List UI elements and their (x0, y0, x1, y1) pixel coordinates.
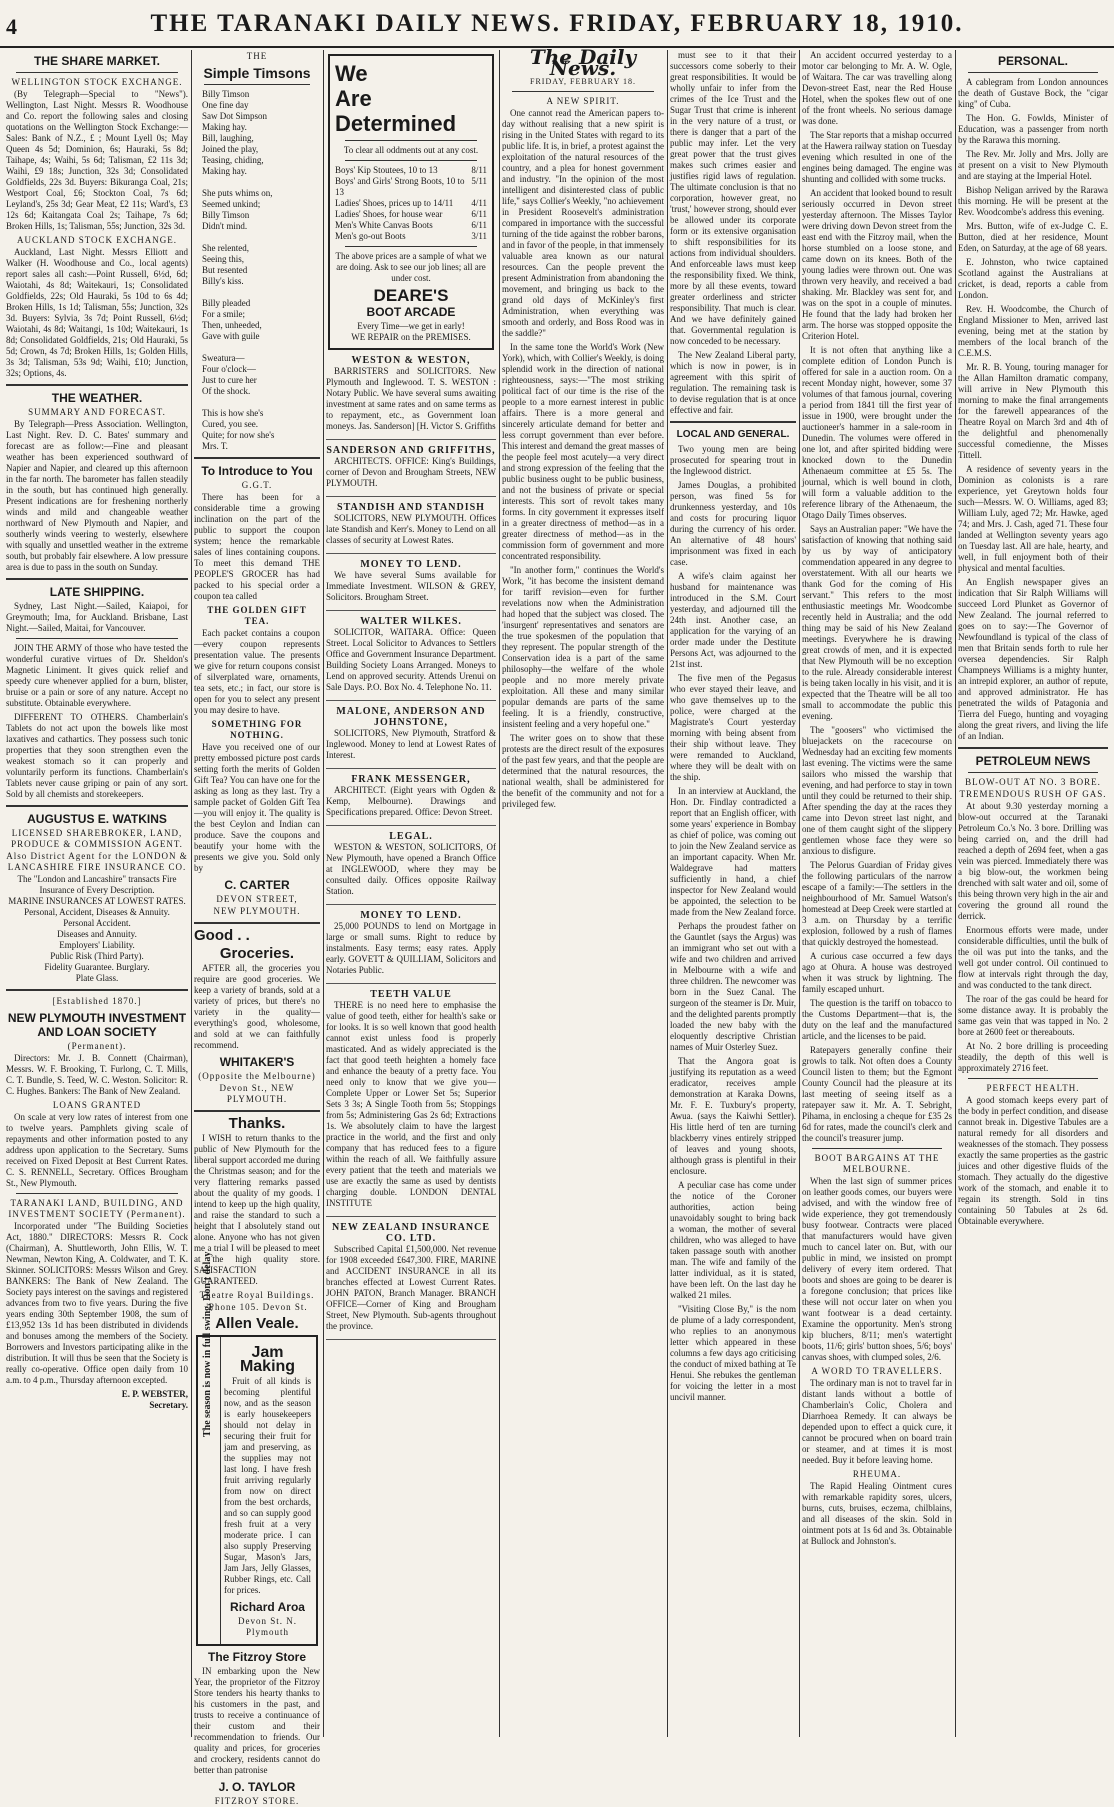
price-row (335, 231, 487, 242)
shipping-heading: LATE SHIPPING. (49, 585, 145, 599)
bargains-text: When the last sign of summer prices on leather goods comes, our buyers were advised, and with the window free of wide experience, they got tremendously busy footwear. Contracts were placed that manufacturers would have given much to cancel later on. But, with our public in mind, we insisted on prompt delivery of every item ordered. That boots and shoes are going to be dearer is a foregone conclusion; that prices like these will not occur later on when you want footwear is a dead certainty. Examine the opportunity. Men's strong kip bluchers, 8/11; men's watertight boots, 11/6; girls' button shoes, 5/6; boys' canvas shoes, with clumped soles, 2/6. (802, 1176, 952, 1362)
page-number: 4 (6, 14, 17, 39)
card-text: We have several Sums available for Immediate Investment. WILSON & GREY, Solicitors. Brougham Street. (326, 570, 496, 602)
card-name: MONEY TO LEND. (360, 910, 462, 921)
local-item: Perhaps the proudest father on the Gauntlet (says the Argus) was an immigrant who set out with a wife and two children and arrived in Melbourne with a wife and three children. The newcomer was born in the Suez Canal. The surgeon of the steamer is Dr. Muir, and the delighted parents promptly loaded the new baby with the eloquently descriptive Christian names of Muir Osterley Suez. (670, 921, 796, 1052)
thanks-heading: Thanks. (228, 1115, 286, 1132)
poem-line: Didn't mind. (202, 221, 248, 231)
poem-line: This is how she's (202, 408, 264, 418)
veale-signature: Allen Veale. (215, 1315, 299, 1332)
whitaker-note: (Opposite the Melbourne) (198, 1071, 316, 1081)
petroleum-heading: PETROLEUM NEWS (975, 754, 1091, 768)
deare-slogan: Every Time—we get in early! (357, 321, 465, 331)
price-value: 4/11 (471, 198, 487, 208)
personal-heading: PERSONAL. (997, 54, 1068, 68)
professional-card (326, 445, 496, 497)
watkins-agency: Also District Agent for the LONDON & LANCASHIRE FIRE INSURANCE CO. (6, 851, 188, 872)
paper-nameplate: The Daily News. (529, 45, 637, 80)
health-text: A good stomach keeps every part of the body in perfect condition, and disease cannot break in. Digestive Tabules are a natural remedy for all disorders and weaknesses of the stomach. They possess exactly the same properties as the gastric juices and other digestive fluids of the stomach. They actually do the digestive work of the stomach, and enable it to regain its strength. Sold in tins containing 50 Tabules at 2s 6d. Obtainable everywhere. (958, 1095, 1108, 1226)
thanks-phone: 'Phone 105. Devon St. (206, 1302, 308, 1312)
petroleum-paragraph: At No. 2 bore drilling is proceeding steadily, the depth of this well is approximately 2716 feet. (958, 1041, 1108, 1073)
professional-card (326, 774, 496, 826)
local-item: The five men of the Pegasus who ever stayed their leave, and who gave themselves up to the police, were charged at the Magistrate's Court yesterday morning with being absent from their ship without leave. They were remanded to Auckland, where they will be dealt with on the ship. (670, 673, 796, 782)
list-item: Fidelity Guarantee. Burglary. (44, 962, 150, 972)
price-value: 8/11 (471, 165, 487, 175)
professional-card (326, 502, 496, 554)
loans-heading: LOANS GRANTED (52, 1100, 142, 1110)
card-name: WESTON & WESTON, (351, 355, 471, 366)
intro-heading: To Introduce to You (201, 464, 313, 478)
box-intro: To clear all oddments out at any cost. (343, 145, 479, 155)
jam-side-text: The season is now in full swing. Don't delay (202, 1251, 213, 1437)
card-name: MONEY TO LEND. (360, 559, 462, 570)
local-item: The question is the tariff on tobacco to the Customs Department—that is, the duty on the leaf and the manufactured article, and the licenses to be paid. (802, 998, 952, 1041)
card-name: NEW ZEALAND INSURANCE CO. LTD. (331, 1222, 491, 1244)
poem-line: Gave with guile (202, 331, 260, 341)
column-4 (502, 45, 664, 1737)
personal-item: E. Johnston, who twice captained Scotland against the Australians at cricket, is dead, reports a cable from London. (958, 257, 1108, 300)
auckland-report: Auckland, Last Night. Messrs Elliott and Walker (H. Woodhouse and Co., local agents) report sales all cash:—Point Russell, 6½d, 6d; Waiotahi, 4s 8d; Waitekauri, 1s; Consolidated Goldfields, 22s; Old Hauraki, 5s 10d to 6s 4d; Broken Hills, 1s 1d; Talisman, 55s; Junction, 32s 3d. Buyers: Sylvia, 3s 7d; Point Russell, 6½d; Waiotahi, 4s 8d; Waitangi, 1s 10d; Waitekauri, 1s 8d; Consolidated Goldfields, 21s; Old Hauraki, 5s 5d; Crown, 4s 7d; Broken Hills, 1s; Golden Hills, 3s 3d; Talisman, 53s 9d; Waihi, £10; Junction, 32s; Options, 4s. (6, 247, 188, 378)
price-item: Men's White Canvas Boots (335, 220, 433, 230)
petroleum-paragraph: Enormous efforts were made, under considerable difficulties, until the bulk of the oil was put into the tanks, and the well got under control. Oil continued to flow at intervals right through the day, and was conducted to the tank direct. (958, 925, 1108, 990)
card-name: MALONE, ANDERSON AND JOHNSTONE, (336, 706, 486, 728)
poem-line: Four o'clock— (202, 364, 256, 374)
poem-title: Simple Timsons (203, 65, 311, 81)
wellington-report: (By Telegraph—Special to "News"). Wellington, Last Night. Messrs R. Woodhouse and Co. report the following sales and closing quotations on the Wellington Stock Exchange:—Sales: Bank of N.Z., £ ; Mount Lyell 0s; May Queen 4s 5d; Dominion, 6s; Hauraki, 5s 8d; Taihape, 4s; Waihi, 5s 6d; Talisman, £2 11s 3d; Waihi, £9 18s; Junction, 32s 3d; Consolidated Goldfields, 22s 3d. Buyers: Bikuranga Coal, 21s; Westport Coal, £6; Stockton Coal, 7s 6d; Leyland's, 25s 3d; Gear Meat, £2 11s; Ward's, £3 12s 6d; Kaitangata Coal 2s; Taihape, 7s 6d; Broken Hills, 1s; Talisman, 55s; Junction, 32s 3d. (6, 89, 188, 231)
professional-card (326, 831, 496, 905)
price-value: 5/11 (471, 176, 487, 186)
thanks-footer: Theatre Royal Buildings. (199, 1290, 315, 1300)
intro-text: There has been for a considerable time a growing inclination on the part of the public to support the coupon system; hence the remarkable sales of lines containing coupons. To meet this demand THE PEOPLE'S GROCER has had packed to his special order a coupon tea called (194, 492, 320, 601)
poem-line: Just to cure her (202, 375, 257, 385)
shipping-report: Sydney, Last Night.—Sailed, Kaiapoi, for Greymouth; Ima, for Auckland. Brisbane, Last Night.—Sailed, Maitai, for Vancouver. (6, 601, 188, 633)
card-text: SOLICITORS, NEW PLYMOUTH. Offices late Standish and Kerr's. Money to Lend on all classes of security at Lowest Rates. (326, 513, 496, 545)
gas-heading: TREMENDOUS RUSH OF GAS. (959, 789, 1107, 799)
masthead (0, 0, 1114, 48)
watkins-name: AUGUSTUS E. WATKINS (27, 812, 167, 826)
list-item: Diseases and Annuity. (57, 929, 137, 939)
price-value: 6/11 (471, 209, 487, 219)
poem-body (194, 89, 320, 452)
list-item: Personal Accident. (63, 918, 131, 928)
professional-card (326, 989, 496, 1217)
whitaker-name: WHITAKER'S (219, 1055, 295, 1069)
aroa-name: Richard Aroa (230, 1600, 305, 1614)
price-item: Boys' Kip Stoutees, 10 to 13 (335, 165, 438, 175)
personal-item: Mrs. Button, wife of ex-Judge C. E. Button, died at her residence, Mount Eden, on Saturday, at the age of 68 years. (958, 221, 1108, 253)
poem-line (194, 177, 320, 188)
poem-line: Teasing, chiding, (202, 155, 264, 165)
price-item: Men's go-out Boots (335, 231, 406, 241)
jam-side-banner (198, 1251, 221, 1644)
jam-text: Fruit of all kinds is becoming plentiful now, and as the season is early housekeepers should not delay in securing their fruit for jam and preserving, as the supplies may not last long. I have fresh fruit arriving regularly from now on direct from the best orchards, and so can supply good fresh fruit at a very moderate price. I can also supply Preserving Sugar, Mason's Jars, Jam Jars, Jelly Glasses, Rubber Rings, etc. Call for prices. (224, 1376, 311, 1595)
watkins-title: LICENSED SHAREBROKER, LAND, PRODUCE & COMMISSION AGENT. (11, 828, 183, 849)
local-item: Ratepayers generally confine their growls to talk. Not often does a County Council listen to them; but the Egmont County Council had the pleasure at its last meeting of seeing itself as a ratepayer saw it. Mr. A. T. Sebright, Pihama, in enclosing a cheque for £35 2s 6d for rates, made the council's clerk and the council's treasurer jump. (802, 1045, 952, 1143)
poem-line (194, 287, 320, 298)
taranaki-society-text: Incorporated under "The Building Societies Act, 1880." DIRECTORS: Messrs R. Cock (Chairman), A. Shuttleworth, John Ellis, W. T. Newman, Newton King, A. Coldwater, and T. K. Skinner. SOLICITORS: Messrs Wilson and Grey. BANKERS: The Bank of New Zealand. The Society pays interest on the savings and registered advances from two to five years. During the five years ending 30th September 1908, the sum of £13,952 13s 1d has been distributed in dividends and bonuses among the members of the Society. Borrowers and Investors participating alike in the distribution. It will thus be seen that the Society is really co-operative. Office open daily from 10 a.m. to 4 p.m., Thursday afternoon excepted. (6, 1221, 188, 1385)
professional-card (326, 706, 496, 769)
personal-item: A residence of seventy years in the Dominion as colonists is a rare experience, yet Greytown holds four such—Messrs. W. O. Williams, aged 83; William Luly, aged 72; Mr. Hawke, aged 74; and Mrs. J. Cash, aged 71. These four landed at Wellington seventy years ago on Tuesday last. All are hale, hearty, and well, in full enjoyment both of their physical and mental faculties. (958, 464, 1108, 573)
professional-card (326, 559, 496, 611)
professional-card (326, 910, 496, 984)
tablets-advert: DIFFERENT TO OTHERS. Chamberlain's Tablets do not act upon the bowels like most laxatives and cathartics. They possess such tonic properties that they soon strengthen even the weakest stomach so it can properly and voluntarily perform its functions. Chamberlain's Tablets never cause griping or pain of any sort. Sold by all chemists and storekeepers. (6, 712, 188, 799)
poem-line: Mrs. T. (202, 441, 228, 451)
poem-line: Seemed unkind; (202, 199, 261, 209)
card-name: SANDERSON AND GRIFFITHS, (326, 445, 496, 456)
local-item: A curious case occurred a few days ago at Ohura. A house was destroyed when it was struck by lightning. The family escaped unhurt. (802, 951, 952, 994)
local-item: The Pelorus Guardian of Friday gives the following particulars of the narrow escape of a family:—The settlers in the neighbourhood of Mr. Samuel Watson's homestead at Deep Creek were startled at 3 a.m. on Thursday by a terrific explosion, followed by a rush of flames that quickly destroyed the homestead. (802, 860, 952, 947)
local-item: An accident occurred yesterday to a motor car belonging to Mr. A. W. Ogle, of Waitara. The car was travelling along Devon-street East, near the Red House Hotel, when the spokes flew out of one of the front wheels. No serious damage was done. (802, 50, 952, 126)
personal-item: A cablegram from London announces the death of Gustave Bock, the "cigar king" of Cuba. (958, 77, 1108, 109)
card-name: LEGAL. (389, 831, 433, 842)
card-text: SOLICITORS, New Plymouth, Stratford & Inglewood. Money to lend at Lowest Rates of Interest. (326, 728, 496, 760)
card-text: Subscribed Capital £1,500,000. Net revenue for 1908 exceeded £647,300. FIRE, MARINE and ACCIDENT INSURANCE in all its branches effected at Lowest Current Rates. JOHN PATON, Branch Manager. BRANCH OFFICE—Corner of King and Brougham Street, New Plymouth. Sub-agents throughout the province. (326, 1244, 496, 1331)
weather-subheading: SUMMARY AND FORECAST. (28, 407, 166, 417)
price-row (335, 209, 487, 220)
poem-line: But resented (202, 265, 248, 275)
poem-line: Bill, laughing, (202, 133, 254, 143)
card-name: TEETH VALUE (370, 989, 452, 1000)
poem-line: Cured, you see. (202, 419, 258, 429)
fitzroy-text: IN embarking upon the New Year, the proprietor of the Fitzroy Store tenders his hearty thanks to his customers in the past, and trusts to receive a continuance of their custom and their recommendation to friends. Our quality and prices, for groceries and crockery, residents cannot do better than patronise (194, 1666, 320, 1775)
box-note: The above prices are a sample of what we are doing. Ask to see our job lines; all are under cost. (335, 251, 487, 283)
poem-line: For a smile; (202, 309, 245, 319)
local-item: The "goosers" who victimised the bluejackets on the racecourse on Wednesday had an exciting few moments last evening. The victims were the same sailors who missed the warship that evening, and had perforce to stay in town until they could be returned to their ship. After spending the day at the races they came into Devon street last night, and one of them caught sight of the slippery gentlemen whose face they were so anxious to disfigure. (802, 725, 952, 856)
local-item: In an interview at Auckland, the Hon. Dr. Findlay contradicted a report that an English officer, with some years' experience in Bombay as chief of police, was coming out to join the New Zealand service as an important capacity. When Mr. Waldegrave had matters sufficiently in hand, a chief inspector for New Zealand would be appointed, the selection to be made from the New Zealand force. (670, 786, 796, 917)
card-name: WALTER WILKES. (360, 616, 462, 627)
list-item: Public Risk (Third Party). (50, 951, 144, 961)
deare-arcade: BOOT ARCADE (366, 305, 456, 319)
deare-repair: WE REPAIR on the PREMISES. (351, 332, 471, 342)
local-item: James Douglas, a prohibited person, was fined 5s for drunkenness yesterday, and 10s and costs for procuring liquor during the currency of his order. An alternative of 48 hours' imprisonment was fixed in each case. (670, 480, 796, 567)
poem-line: One fine day (202, 100, 249, 110)
list-item: Employers' Liability. (59, 940, 135, 950)
column-7 (958, 50, 1108, 1737)
travellers-heading: A WORD TO TRAVELLERS. (811, 1366, 943, 1376)
carter-address: DEVON STREET, (216, 894, 298, 904)
card-text: SOLICITOR, WAITARA. Office: Queen Street. Local Solicitor to Advances to Settlers Office and Government Insurance Department. Building Society Loans Arranged. Moneys to Lend on approved security. Attends Urenui on Sale Days. P.O. Box No. 4. Telephone No. 11. (326, 627, 496, 692)
price-row (335, 165, 487, 176)
blowout-heading: BLOW-OUT AT NO. 3 BORE. (965, 777, 1101, 787)
column-1 (6, 50, 188, 1737)
wellington-exchange-heading: WELLINGTON STOCK EXCHANGE. (11, 77, 183, 87)
petroleum-paragraph: The roar of the gas could be heard for some distance away. It is probably the same gas vein that was tapped in No. 2 bore at 2600 feet or thereabouts. (958, 994, 1108, 1037)
column-rule (323, 50, 324, 1737)
weather-heading: THE WEATHER. (51, 391, 143, 405)
personal-item: Bishop Neligan arrived by the Rarawa this morning. He will be present at the Rev. Woodcombe's address this evening. (958, 185, 1108, 217)
editorial-paragraph: The writer goes on to show that these protests are the direct result of the exposures of the past few years, and that the people are determined that the natural resources, the national wealth, shall be administered for the benefit of the community and not for a privileged few. (502, 733, 664, 809)
taylor-name: J. O. TAYLOR (218, 1780, 296, 1794)
intro-subheading: G.G.T. (241, 480, 273, 490)
poem-kicker: THE (246, 51, 268, 61)
poem-line: Joined the play, (202, 144, 259, 154)
list-item: Plate Glass. (75, 973, 119, 983)
deare-name: DEARE'S (373, 286, 449, 305)
investment-society-text: Directors: Mr. J. B. Connett (Chairman), Messrs. W. F. Brooking, T. Furlong, C. T. Mills, C. T. Bundle, S. Teed, W. C. Weston. Solicitor: R. C. Hughes. Bankers: The Bank of New Zealand. (6, 1053, 188, 1096)
card-text: ARCHITECT. (Eight years with Ogden & Kemp, Melbourne). Drawings and Specifications prepared. Office: Devon Street. (326, 785, 496, 817)
price-value: 3/11 (471, 231, 487, 241)
poem-line (194, 397, 320, 408)
share-market-heading: THE SHARE MARKET. (33, 54, 160, 68)
list-item: MARINE INSURANCES AT LOWEST RATES. (8, 896, 186, 906)
thanks-text: I WISH to return thanks to the public of New Plymouth for the liberal support accorded me during the Christmas season; and for the very flattering remarks passed about the quality of my goods. I intend to keep up the high quality, and raise the standard to such a height that I absolutely stand out alone. Anyone who has not given me a trial I will be pleased to meet at the high quality store. SATISFACTION GUARANTEED. (194, 1133, 320, 1286)
price-row (335, 220, 487, 231)
column-rule (667, 50, 668, 1737)
column-5 (670, 50, 796, 1737)
poem-line: Billy Timson (202, 89, 250, 99)
card-name: STANDISH AND STANDISH (337, 502, 485, 513)
gift-tea-text: Each packet contains a coupon—every coupon represents presentation value. The presents we give for return coupons consist of silverplated ware, ornaments, tea sets, etc.; in fact, our store is open for you to select any present you may desire to have. (194, 628, 320, 715)
deare-boot-advert (328, 54, 494, 350)
poem-line (194, 342, 320, 353)
card-text: 25,000 POUNDS to lend on Mortgage in large or small sums. Right to reduce by instalments. Easy terms; easy rates. Apply early. GOVETT & QUILLIAM, Solicitors and Notaries Public. (326, 921, 496, 975)
rheuma-text: The Rapid Healing Ointment cures with remarkable rapidity sores, ulcers, burns, cuts, bruises, eczema, chilblains, and all diseases of the skin. Sold in ointment pots at 1s 6d and 3s. Obtainable at Bullock and Johnston's. (802, 1481, 952, 1546)
poem-line: Billy pleaded (202, 298, 251, 308)
price-value: 6/11 (471, 220, 487, 230)
poem-line: She relented, (202, 243, 249, 253)
column-3 (326, 50, 496, 1737)
poem-line: Billy Timson (202, 210, 250, 220)
poem-line: Of the shock. (202, 386, 251, 396)
poem-line (194, 232, 320, 243)
card-text: THERE is no need here to emphasise the value of good teeth, either for health's sake or for looks. It is so well known that good health cannot exist unless food is properly masticated. And as widely appreciated is the fact that good teeth heighten a homely face and enhance the beauty of a pretty face. You need only to know that we give you— Complete Upper or Lower Set 5s; Superior Sets 3 3s; A Single Tooth from 5s; Stoppings from 5s; Administering Gas 2s 6d; Extractions 1s. We absolutely claim to have the largest practice in the world, and the first and only company that has reduced fees to a figure within the reach of all. We faithfully assure every patient that the teeth and materials we use are exactly the same as used by dentists charging double. LONDON DENTAL INSTITUTE (326, 1000, 496, 1208)
petroleum-paragraph: At about 9.30 yesterday morning a blow-out occurred at the Taranaki Petroleum Co.'s No. 3 bore. Drilling was being carried on, and the drill had reached a depth of 2694 feet, when a gas vein was pierced. Immediately there was a big blow-out, the workmen being drenched with salt water and oil, some of this being thrown very high in the air and covering the ground all round the derrick. (958, 801, 1108, 921)
list-item: Personal, Accident, Diseases & Annuity. (24, 907, 170, 917)
travellers-text: The ordinary man is not to travel far in distant lands without a bottle of Chamberlain's Colic, Cholera and Diarrhoea Remedy. It can always be depended upon to effect a quick cure, it cannot be procured when on board train or steamer, and at times it is most needed. Buy it before leaving home. (802, 1378, 952, 1465)
local-item: Says an Australian paper: "We have the satisfaction of knowing that nothing said by us by way of anticipatory commendation appeared in any degree to overstatement. With all our hearts we thank God for the coming of His servant." This refers to the most enthusiastic meetings Mr. Woodcombe recently held in Australia; and the odd thing may be said of his New Zealand meetings. Everywhere he is drawing great crowds of men, and it is expected that New Plymouth will be no exception to the rule. Already considerable interest is being taken locally in his visit, and it is expected that the Theatre will be all too small to accommodate the public this evening. (802, 524, 952, 721)
professional-card (326, 1222, 496, 1340)
box-headline-line: Determined (335, 111, 457, 136)
column-2 (194, 50, 320, 1806)
bargains-heading: BOOT BARGAINS AT THE MELBOURNE. (814, 1153, 940, 1174)
poem-line: Quite; for now she's (202, 430, 275, 440)
rheuma-heading: RHEUMA. (852, 1469, 902, 1479)
column-rule (191, 50, 192, 1737)
editorial-date: FRIDAY, FEBRUARY 18. (530, 77, 636, 86)
health-heading: PERFECT HEALTH. (986, 1083, 1080, 1093)
editorial-paragraph: must see to it that their successors come soberly to their great responsibilities. It would be wholly unfair to infer from the crimes of the Ice Trust and the Sugar Trust that crime is inherent in the very nature of a trust, or there is danger that a part of the public may infer. Let the very great power that the trust gives makes such crimes easier and justifies rigid laws of regulation. The ultimate conclusion is that no corporation, however great, no 'trust,' however strong, should ever be allowed under its corporate form or its extensive organisation to shift responsibilities for its actions from individual shoulders. And enforceable laws must keep the responsibility fixed. We think, more by all these events, toward greater orderliness and stricter responsibility. That much is clear. And we have definitely gained that. Governmental regulation is now conceded to be necessary. (670, 50, 796, 346)
poem-line: She puts whims on, (202, 188, 273, 198)
whitaker-address: Devon St., NEW PLYMOUTH. (219, 1083, 295, 1104)
column-6 (802, 50, 952, 1737)
newspaper-title: THE TARANAKI DAILY NEWS. FRIDAY, FEBRUARY 18, 1910. (150, 10, 964, 37)
professional-card (326, 616, 496, 701)
local-item: That the Angora goat is justifying its reputation as a weed eradicator, receives ample demonstration at Karaka Downs, Mr. F. E. Tuxbury's property, Awua. (says the Kaiwhi Settler). His little herd of ten are turning blackberry vines entirely stripped of leaves and young shoots, although grass is plentiful in their enclosure. (670, 1056, 796, 1176)
something-text: Have you received one of our pretty embossed picture post cards setting forth the merits of Golden Gift Tea? You can have one for the asking as long as they last. Try a sample packet of Golden Gift Tea—you will enjoy it. The quality is the best Ceylon and Indian can produce. Save the coupons and beautify your home with the presents we give you. Sold only by (194, 742, 320, 873)
gift-tea-heading: THE GOLDEN GIFT TEA. (207, 605, 307, 626)
editorial-paragraph: "In another form," continues the World's Work, "it has become the insistent demand for tariff revision—even for further revelations now when the Administration had hoped that the subject was closed. The 'insurgent' representatives and senators are the true spokesmen of the population that they represent. The popular strength of the Conservation idea is a part of the same philosophy—the welfare of the whole people and no more merely private exploitation. All these and many similar popular demands are parts of the same feeling. It is a friendly, constructive, insistent feeling and a very hopeful one." (502, 565, 664, 729)
taranaki-signature: E. P. WEBSTER, (121, 1389, 188, 1399)
local-item: "Visiting Close By," is the nom de plume of a lady correspondent, who replies to an anonymous letter which appeared in these columns a few days ago criticising the conduct of mixed bathing at Te Henui. She rebukes the gentleman for voicing the letter in a most uncivil manner. (670, 1304, 796, 1402)
poem-line: Billy's kiss. (202, 276, 244, 286)
local-item: Two young men are being prosecuted for spearing trout in the Inglewood district. (670, 444, 796, 476)
column-rule (955, 50, 956, 1737)
carter-name: C. CARTER (224, 878, 290, 892)
carter-town: NEW PLYMOUTH. (213, 906, 301, 916)
aroa-address: Devon St. N. Plymouth (238, 1616, 297, 1637)
loans-text: On scale at very low rates of interest from one to twelve years. Pamphlets giving scale of repayments and other information posted to any address upon application to the Secretary. Sums received on Fixed Deposit at Best Current Rates. C. S. RENNELL, Secretary. Offices Brougham St., New Plymouth. (6, 1112, 188, 1188)
local-item: A wife's claim against her husband for maintenance was introduced in the S.M. Court yesterday, and adjourned till the 24th inst. Another case, an application for the varying of an order made under the Destitute Persons Act, was adjourned to the 21st inst. (670, 571, 796, 669)
price-row (335, 198, 487, 209)
price-item: Ladies' Shoes, prices up to 14/11 (335, 198, 454, 208)
personal-item: Rev. H. Woodcombe, the Church of England Missioner to Men, arrived last evening, being met at the station by members of the local branch of the C.E.M.S. (958, 304, 1108, 358)
box-headline-line: We (335, 61, 368, 86)
card-text: WESTON & WESTON, SOLICITORS, Of New Plymouth, have opened a Branch Office at INGLEWOOD, where they may be consulted daily. Offices opposite Railway Station. (326, 842, 496, 896)
column-rule (499, 50, 500, 1737)
personal-item: Mr. R. B. Young, touring manager for the Allan Hamilton dramatic company, will arrive in New Plymouth this morning to make the final arrangements for the farewell appearances of the Theatre Royal on March 3rd and 4th of the delightful and phenomenally successful comedienne, the Misses Tittell. (958, 362, 1108, 460)
professional-card (326, 355, 496, 440)
list-item: The "London and Lancashire" transacts Fire Insurance of Every Description. (17, 874, 177, 895)
personal-item: The Rev. Mr. Jolly and Mrs. Jolly are at present on a visit to New Plymouth and are staying at the Imperial Hotel. (958, 149, 1108, 181)
investment-society-sub: (Permanent). (67, 1041, 127, 1051)
poem-line: Seeing this, (202, 254, 244, 264)
editorial-paragraph: In the same tone the World's Work (New York), which, with Collier's Weekly, is doing splendid work in the direction of national righteousness, says:—"The most striking political fact of our time is the rise of the people to a more earnest interest in public affairs. There is a more general and sincerely articulate demand for better and less corrupt government than ever before. This interest and demand the great masses of the people feel most acutely—a very direct and strong expression of the feeling that the public business ought to be public business, and not the business of private or special interests. This sort of revolt takes many forms. In city government it expresses itself in a greater directness of method—as in a greater directness of method—as in the commission form of government and more concentrated responsibility. (502, 342, 664, 561)
local-general-heading: LOCAL AND GENERAL. (676, 429, 790, 440)
groceries-heading: Groceries. (219, 945, 295, 962)
editorial-paragraph: The New Zealand Liberal party, which is now in power, is in agreement with this spirit of regulation. The remaining task is to devise regulation that is at once effective and fair. (670, 350, 796, 415)
liniment-advert: JOIN THE ARMY of those who have tested the wonderful curative virtues of Dr. Sheldon's Magnetic Liniment. It gives quick relief and speedy cure whenever applied for a burn, blister, bruise or a pain or sore of any nature. Accept no substitute. Obtainable everywhere. (6, 643, 188, 708)
price-item: Ladies' Shoes, for house wear (335, 209, 443, 219)
poem-line: Making hay. (202, 166, 247, 176)
personal-item: An English newspaper gives an indication that Sir Ralph Williams will succeed Lord Plunket as Governor of New Zealand. The journal referred to goes on to say:—The Governor of Newfoundland is typical of the class of men that Britain sends forth to rule her oversea dependencies. Sir Ralph Champneys Williams is a mighty hunter, an intrepid explorer, an author of repute, and approved administrator. He has penetrated the wilds of Patagonia and Tierra del Fuego, hunting and voyaging along the great rivers, and living the life of an Indian. (958, 577, 1108, 741)
weather-report: By Telegraph—Press Association. Wellington, Last Night. Rev. D. C. Bates' summary and forecast are as follow:—Fine and pleasant weather has been experienced southward of Napier and Napier, and cleared up this afternoon in the far north. The barometer has fallen steadily in the south, but has continued high generally. Present indications are for freshening northerly winds and mild and changeable weather northward of New Plymouth and Napier, and southerly winds veering to westerly, elsewhere with squally and unsettled weather in the extreme south, but probably fair elsewhere. A low pressure area is due to pass in the south on Sunday. (6, 419, 188, 572)
something-heading: SOMETHING FOR NOTHING. (211, 719, 303, 740)
price-row (335, 176, 487, 198)
box-headline-line: Are (335, 86, 372, 111)
fitzroy-heading: The Fitzroy Store (207, 1650, 306, 1664)
personal-item: The Hon. G. Fowlds, Minister of Education, was a passenger from north by the Rarawa this morning. (958, 113, 1108, 145)
editorial-paragraph: One cannot read the American papers to-day without realising that a new spirit is rising in the United States with regard to its public life. It is, in brief, a protest against the exploitation of the natural resources of the country, and a plea for honest government and industry. "In the opinion of the most intelligent and disinterested class of public life," says Collier's Weekly, "no achievement in President Roosevelt's administration compared in importance with the successful turning of the tide against the robber barons, and in favor of the people, in that immensely valuable area known as our natural resources. Can the people prevent the present Administration from abandoning the movement, and bringing us back to the grand old days of McKinley's first Administration, when everything was smooth and orderly, and Boss Rood was in the saddle?" (502, 108, 664, 338)
local-item: An accident that looked bound to result seriously occurred in Devon street yesterday afternoon. The Misses Taylor were driving down Devon street from the east end with the Fitzroy mail, when the horse stumbled on a loose stone, and came down on its knees. Both of the young ladies were thrown out. One was thrown very heavily, and received a bad shaking. Mr. Blackley was sent for, and was on the spot in a couple of minutes. He found that the lady had broken her arm. The horse was stopped opposite the Criterion Hotel. (802, 188, 952, 341)
poem-line: Making hay. (202, 122, 247, 132)
watkins-insurance-list (6, 874, 188, 984)
jam-heading: Jam Making (239, 1344, 296, 1375)
card-text: BARRISTERS and SOLICITORS. New Plymouth and Inglewood. T. S. WESTON : Notary Public. We have several sums awaiting investment at same rates and on same terms as to repayment, etc., as Government loan moneys. Jas. Sanderson] [H. Victor S. Griffiths (326, 366, 496, 431)
established-note: [Established 1870.] (52, 996, 142, 1006)
investment-society-heading: NEW PLYMOUTH INVESTMENT AND LOAN SOCIETY (7, 1011, 187, 1039)
local-item: The Star reports that a mishap occurred at the Hawera railway station on Tuesday evening which resulted in one of the engines being damaged. The engine was shunting and collided with some trucks. (802, 130, 952, 184)
taranaki-signature-title: Secretary. (149, 1400, 188, 1410)
column-rule (799, 50, 800, 1737)
poem-line: Then, unheeded, (202, 320, 262, 330)
editorial-heading: A NEW SPIRIT. (546, 96, 620, 106)
groceries-text: AFTER all, the groceries you require are good groceries. We keep a variety of brands, sold at a variety of prices, but there's no variety in the quality—everything's good, wholesome, and sold at we can faithfully recommend. (194, 963, 320, 1050)
taranaki-society-heading: TARANAKI LAND, BUILDING, AND INVESTMENT SOCIETY (Permanent). (8, 1198, 186, 1219)
taylor-store: FITZROY STORE. (214, 1796, 300, 1806)
local-item: It is not often that anything like a complete edition of London Punch is offered for sale in a auction room. On a recent Monday night, however, some 37 volumes of that famous journal, covering a period from 1841 till the first year of issue in 1900, were brought under the auctioneer's hammer in a sale-room in Dunedin. The volumes were offered in one lot, and after spirited bidding were knocked down to the Dunedin Athenaeum committee at £5 5s. The journal, which is well bound in cloth, will form a valuable addition to the reference library of the Athenaeum, the Otago Daily Times observes. (802, 345, 952, 520)
poem-line: Saw Dot Simpson (202, 111, 268, 121)
good-heading: Good . . (194, 927, 250, 944)
poem-line: Sweatura— (202, 353, 245, 363)
auckland-exchange-heading: AUCKLAND STOCK EXCHANGE. (16, 235, 178, 245)
local-item: A peculiar case has come under the notice of the Coroner authorities, action being unavoidably sought to bring back a woman, the mother of several children, who was alleged to have taken passage south with another man. The wife and family of the latter individual, as it is stated, have been left. On the last day he walked 21 miles. (670, 1180, 796, 1300)
price-item: Boys' and Girls' Strong Boots, 10 to 13 (335, 176, 465, 197)
card-name: FRANK MESSENGER, (351, 774, 471, 785)
card-text: ARCHITECTS. OFFICE: King's Buildings, corner of Devon and Brougham Streets, NEW PLYMOUTH. (326, 456, 496, 488)
